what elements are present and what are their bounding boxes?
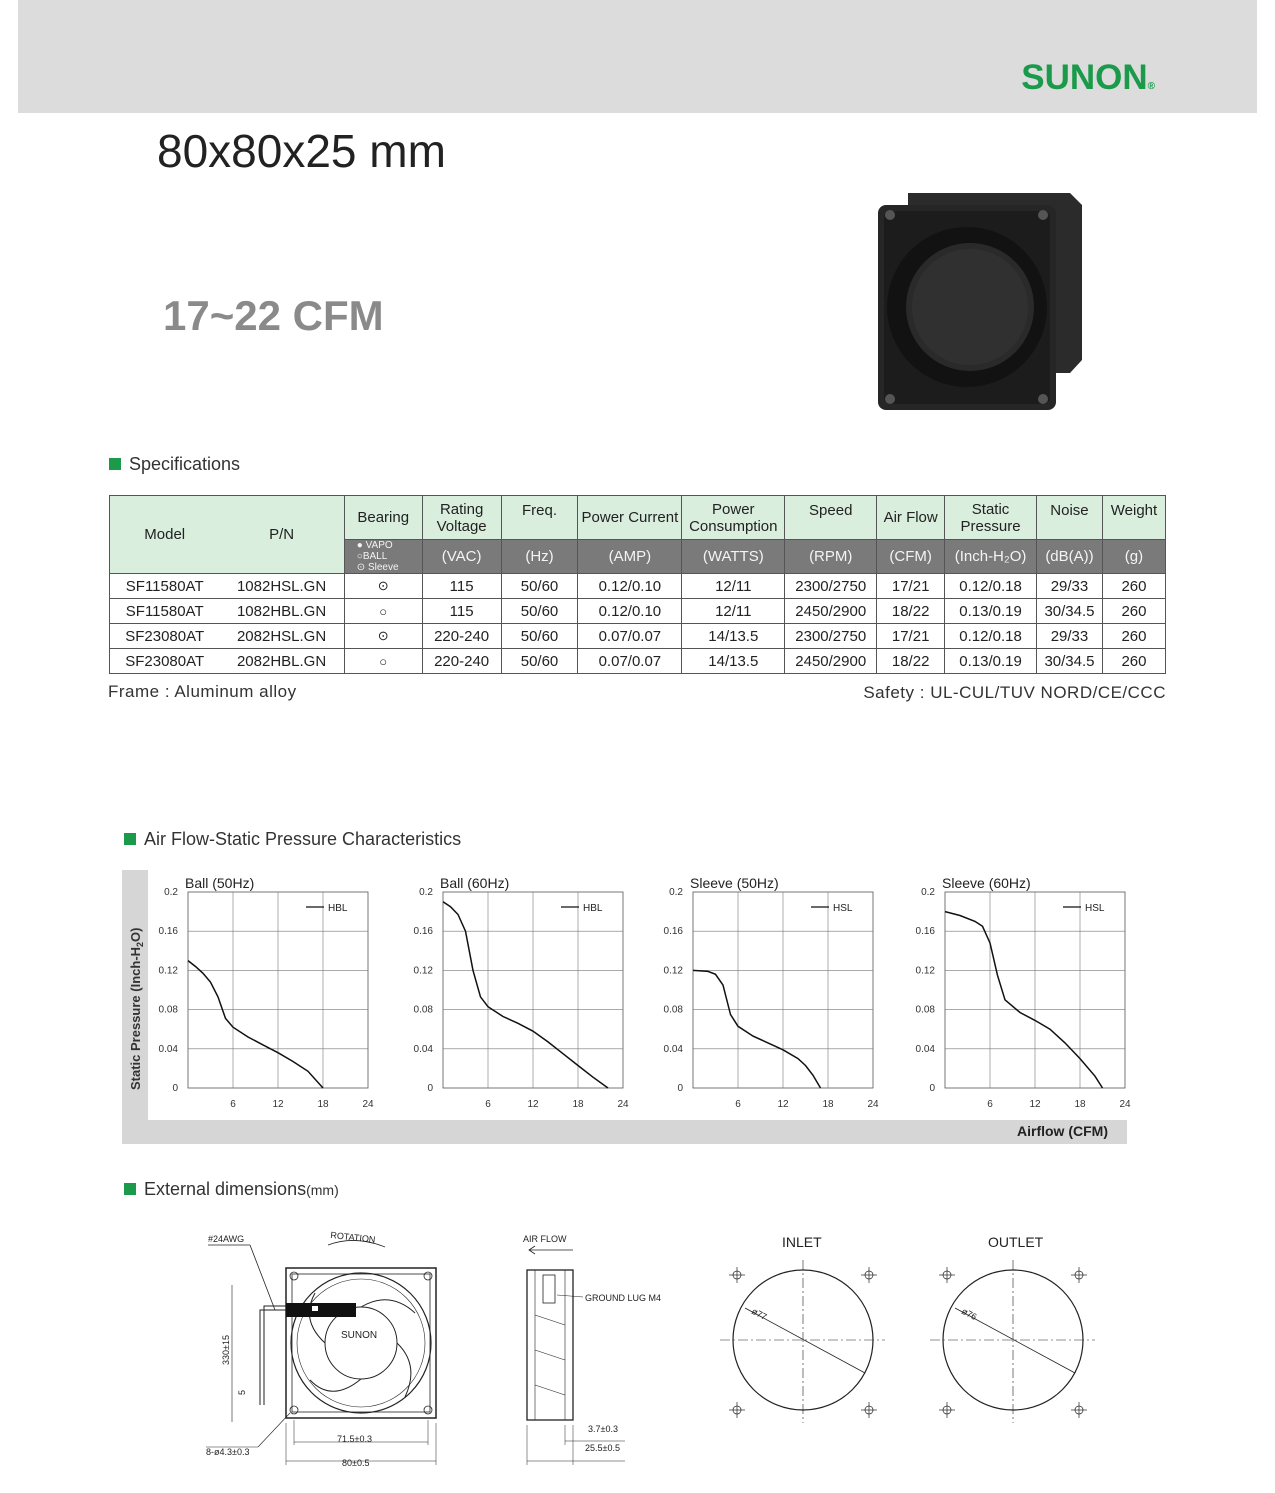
y-tick-label: 0.04: [663, 1043, 683, 1055]
cell-noise: 30/34.5: [1037, 599, 1103, 624]
col-model: Model: [110, 496, 220, 574]
chart-title: Sleeve (50Hz): [690, 875, 779, 891]
unit-speed: (RPM): [785, 540, 877, 574]
table-row: [110, 624, 1166, 649]
hole-pitch-label: 71.5±0.3: [337, 1434, 372, 1444]
unit-airflow: (CFM): [877, 540, 945, 574]
x-tick-label: 6: [230, 1099, 236, 1110]
cell-current: 0.07/0.07: [578, 649, 682, 674]
unit-voltage: (VAC): [422, 540, 501, 574]
outlet-label: OUTLET: [988, 1234, 1044, 1250]
y-tick-label: 0.16: [413, 926, 433, 938]
specifications-heading: Specifications: [109, 454, 240, 475]
cell-weight: 260: [1102, 624, 1165, 649]
cell-airflow: 18/22: [877, 649, 945, 674]
cell-watts: 12/11: [682, 574, 785, 599]
cell-pn: 1082HSL.GN: [219, 574, 344, 599]
cell-model: SF23080AT: [110, 624, 220, 649]
x-tick-label: 24: [1119, 1099, 1131, 1110]
y-tick-label: 0.16: [915, 926, 935, 938]
air-flow-label: AIR FLOW: [523, 1234, 567, 1244]
y-tick-label: 0.12: [158, 965, 178, 977]
y-tick-label: 0.04: [915, 1043, 935, 1055]
cell-pressure: 0.13/0.19: [945, 649, 1037, 674]
cell-noise: 30/34.5: [1037, 649, 1103, 674]
y-tick-label: 0.2: [669, 887, 683, 898]
y-tick-label: 0.08: [158, 1004, 178, 1016]
col-speed: Speed: [785, 496, 877, 540]
cell-speed: 2300/2750: [785, 624, 877, 649]
inlet-label: INLET: [782, 1234, 822, 1250]
unit-pressure: (Inch-H₂O): [945, 540, 1037, 574]
y-tick-label: 0.08: [413, 1004, 433, 1016]
legend-label: HBL: [583, 903, 603, 914]
col-voltage: Rating Voltage: [422, 496, 501, 540]
cell-voltage: 220-240: [422, 624, 501, 649]
y-tick-label: 0: [427, 1083, 433, 1094]
cell-model: SF23080AT: [110, 649, 220, 674]
bullet-square-icon: [109, 458, 121, 470]
col-consumption: Power Consumption: [682, 496, 785, 540]
safety-note: Safety : UL-CUL/TUV NORD/CE/CCC: [863, 683, 1166, 702]
table-row: [110, 599, 1166, 624]
unit-freq: (Hz): [501, 540, 578, 574]
y-tick-label: 0.12: [663, 965, 683, 977]
x-tick-label: 12: [272, 1099, 284, 1110]
legend-label: HBL: [328, 903, 348, 914]
cell-pressure: 0.12/0.18: [945, 624, 1037, 649]
cell-freq: 50/60: [501, 599, 578, 624]
side-view-drawing: [505, 1225, 695, 1475]
lug-offset-label: 3.7±0.3: [588, 1424, 618, 1434]
cell-speed: 2300/2750: [785, 574, 877, 599]
cell-freq: 50/60: [501, 649, 578, 674]
awg-label: #24AWG: [208, 1234, 245, 1244]
ball-bearing-icon: ○: [344, 599, 422, 624]
y-tick-label: 0.04: [413, 1043, 433, 1055]
col-pn: P/N: [219, 496, 344, 574]
spec-table: [109, 495, 1166, 674]
y-tick-label: 0: [929, 1083, 935, 1094]
frame-note: Frame : Aluminum alloy: [108, 682, 297, 701]
bullet-square-icon: [124, 1183, 136, 1195]
rotation-label: ROTATION: [329, 1229, 376, 1245]
col-weight: Weight: [1102, 496, 1165, 540]
chart-title: Ball (50Hz): [185, 875, 255, 891]
cell-current: 0.07/0.07: [578, 624, 682, 649]
unit-noise: (dB(A)): [1037, 540, 1103, 574]
x-tick-label: 6: [485, 1099, 491, 1110]
unit-weight: (g): [1102, 540, 1165, 574]
y-tick-label: 0.2: [419, 887, 433, 898]
x-tick-label: 24: [617, 1099, 629, 1110]
x-tick-label: 24: [867, 1099, 879, 1110]
y-tick-label: 0.16: [158, 926, 178, 938]
cell-weight: 260: [1102, 649, 1165, 674]
open-circle-icon: ○: [356, 551, 363, 562]
x-tick-label: 12: [527, 1099, 539, 1110]
y-axis-label: [120, 900, 150, 1100]
x-tick-label: 18: [822, 1099, 834, 1110]
cell-watts: 12/11: [682, 599, 785, 624]
page-title: 80x80x25 mm: [157, 125, 446, 177]
cell-current: 0.12/0.10: [578, 574, 682, 599]
cell-airflow: 18/22: [877, 599, 945, 624]
cell-weight: 260: [1102, 599, 1165, 624]
cell-freq: 50/60: [501, 624, 578, 649]
y-tick-label: 0.12: [915, 965, 935, 977]
cell-voltage: 220-240: [422, 649, 501, 674]
frame-size-label: 80±0.5: [342, 1458, 370, 1468]
x-tick-label: 12: [777, 1099, 789, 1110]
table-row: [110, 574, 1166, 599]
y-tick-label: 0: [677, 1083, 683, 1094]
y-tick-label: 0: [172, 1083, 178, 1094]
col-freq: Freq.: [501, 496, 578, 540]
ground-lug-label: GROUND LUG M4: [585, 1293, 662, 1303]
bullet-square-icon: [124, 833, 136, 845]
cell-watts: 14/13.5: [682, 624, 785, 649]
chart-title: Ball (60Hz): [440, 875, 510, 891]
outlet-dia-label: ø76: [960, 1305, 979, 1323]
dotted-circle-icon: ⊙: [356, 562, 366, 573]
cell-model: SF11580AT: [110, 574, 220, 599]
chart-title: Sleeve (60Hz): [942, 875, 1031, 891]
airflow-range: 17~22 CFM: [163, 292, 384, 339]
charts-canvas: [148, 870, 1131, 1120]
cell-speed: 2450/2900: [785, 599, 877, 624]
cell-voltage: 115: [422, 574, 501, 599]
cell-pressure: 0.12/0.18: [945, 574, 1037, 599]
x-tick-label: 24: [362, 1099, 374, 1110]
y-tick-label: 0.04: [158, 1043, 178, 1055]
cell-noise: 29/33: [1037, 574, 1103, 599]
x-tick-label: 18: [572, 1099, 584, 1110]
outlet-drawing: [925, 1255, 1105, 1435]
col-current: Power Current: [578, 496, 682, 540]
cell-watts: 14/13.5: [682, 649, 785, 674]
bearing-legend: ● VAPO ○BALL ⊙ Sleeve: [344, 540, 422, 574]
legend-label: HSL: [833, 903, 853, 914]
y-tick-label: 0.08: [663, 1004, 683, 1016]
cell-pn: 2082HSL.GN: [219, 624, 344, 649]
cell-model: SF11580AT: [110, 599, 220, 624]
col-noise: Noise: [1037, 496, 1103, 540]
cell-airflow: 17/21: [877, 574, 945, 599]
strip-length-label: 5: [237, 1389, 247, 1395]
x-tick-label: 12: [1029, 1099, 1041, 1110]
col-pressure: Static Pressure: [945, 496, 1037, 540]
sleeve-bearing-icon: ⊙: [344, 574, 422, 599]
cell-noise: 29/33: [1037, 624, 1103, 649]
x-tick-label: 6: [735, 1099, 741, 1110]
cell-airflow: 17/21: [877, 624, 945, 649]
y-tick-label: 0.2: [921, 887, 935, 898]
cell-voltage: 115: [422, 599, 501, 624]
legend-label: HSL: [1085, 903, 1105, 914]
col-airflow: Air Flow: [877, 496, 945, 540]
brand-logo: SUNON®: [1021, 58, 1155, 97]
inlet-dia-label: ø77: [750, 1305, 769, 1323]
front-view-drawing: [200, 1225, 450, 1475]
inlet-drawing: [715, 1255, 895, 1435]
filled-dot-icon: ●: [356, 540, 363, 551]
hole-dia-label: 8-ø4.3±0.3: [206, 1447, 250, 1457]
charts-heading: Air Flow-Static Pressure Characteristics: [124, 829, 461, 850]
cell-weight: 260: [1102, 574, 1165, 599]
y-tick-label: 0.16: [663, 926, 683, 938]
lead-length-label: 330±15: [221, 1335, 231, 1365]
y-tick-label: 0.12: [413, 965, 433, 977]
x-tick-label: 18: [317, 1099, 329, 1110]
col-bearing: Bearing: [344, 496, 422, 540]
table-row: [110, 649, 1166, 674]
unit-consumption: (WATTS): [682, 540, 785, 574]
cell-pressure: 0.13/0.19: [945, 599, 1037, 624]
cell-current: 0.12/0.10: [578, 599, 682, 624]
fan-photo: [870, 185, 1090, 420]
cell-freq: 50/60: [501, 574, 578, 599]
x-axis-label: Airflow (CFM): [1017, 1123, 1108, 1139]
svg-text:Static Pressure (Inch-H2O): Static Pressure $(Inch-H_2O)$: [128, 927, 145, 1090]
ball-bearing-icon: ○: [344, 649, 422, 674]
thickness-label: 25.5±0.5: [585, 1443, 620, 1453]
fan-logo-label: SUNON: [341, 1330, 378, 1341]
x-tick-label: 6: [987, 1099, 993, 1110]
x-tick-label: 18: [1074, 1099, 1086, 1110]
dimensions-heading: External dimensions(mm): [124, 1179, 339, 1200]
cell-speed: 2450/2900: [785, 649, 877, 674]
unit-current: (AMP): [578, 540, 682, 574]
y-tick-label: 0.2: [164, 887, 178, 898]
cell-pn: 1082HBL.GN: [219, 599, 344, 624]
cell-pn: 2082HBL.GN: [219, 649, 344, 674]
y-tick-label: 0.08: [915, 1004, 935, 1016]
sleeve-bearing-icon: ⊙: [344, 624, 422, 649]
